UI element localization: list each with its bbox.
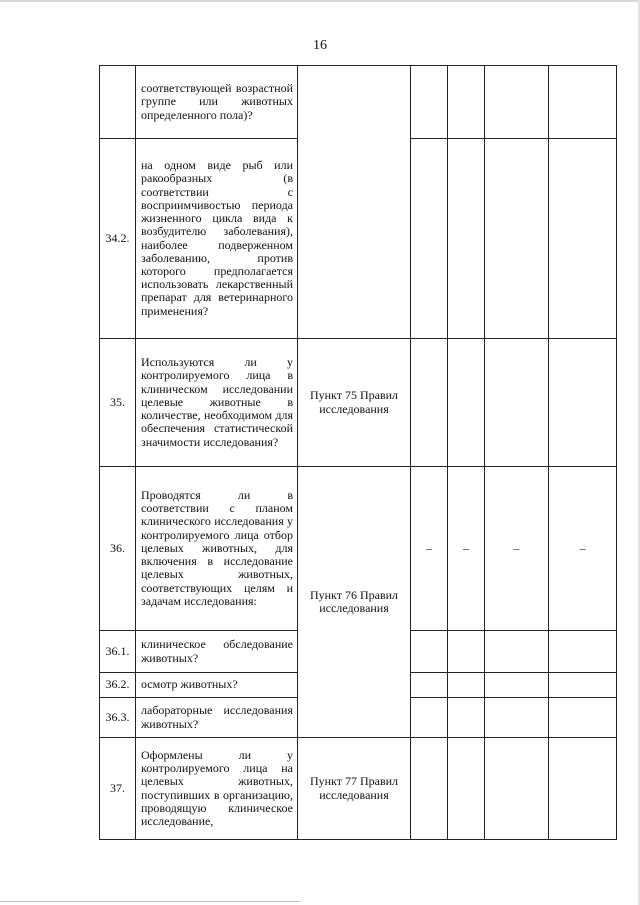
question-text: соответствующей возрастной группе или животных определенного пола)?: [136, 66, 298, 139]
answer-no-cell[interactable]: [448, 66, 485, 139]
answer-no-cell[interactable]: [448, 139, 485, 339]
answer-na-cell[interactable]: [485, 738, 549, 840]
table-row: [100, 339, 617, 467]
answer-yes-cell[interactable]: [411, 339, 448, 467]
dash-mark: –: [549, 467, 617, 631]
page-number: 16: [313, 38, 327, 53]
question-text: лабораторные исследования животных?: [136, 698, 298, 738]
answer-na-cell[interactable]: [485, 66, 549, 139]
answer-yes-cell[interactable]: [411, 631, 448, 673]
answer-no-cell[interactable]: [448, 738, 485, 840]
note-cell[interactable]: [549, 139, 617, 339]
row-number: 37.: [100, 738, 136, 840]
answer-na-cell[interactable]: [485, 673, 549, 698]
question-text: Используются ли у контролируемого лица в клиническом исследовании целевые животные в количестве, необходимом для обеспечения статистической значимости исследования?: [136, 339, 298, 467]
answer-na-cell[interactable]: [485, 139, 549, 339]
answer-na-cell[interactable]: [485, 339, 549, 467]
note-cell[interactable]: [549, 738, 617, 840]
reference-text: Пункт 75 Правил исследования: [298, 339, 411, 467]
reference-cell: [298, 66, 411, 339]
checklist-table: [99, 65, 617, 840]
reference-text: Пункт 76 Правил исследования: [298, 467, 411, 738]
answer-no-cell[interactable]: [448, 698, 485, 738]
answer-no-cell[interactable]: [448, 673, 485, 698]
table-row: [100, 66, 617, 139]
question-text: на одном виде рыб или ракообразных (в соответствии с восприимчивостью периода жизненного цикла вида к возбудителю заболевания), наиболее подверженном заболеванию, против которого предполагается использовать лекарственный препарат для ветеринарного применения?: [136, 139, 298, 339]
question-text: Проводятся ли в соответствии с планом клинического исследования у контролируемого лица отбор целевых животных, для включения в исследование целевых животных, соответствующих целям и задачам исследования:: [136, 467, 298, 631]
scan-edge-bottom: [0, 901, 300, 902]
dash-mark: –: [448, 467, 485, 631]
answer-yes-cell[interactable]: [411, 139, 448, 339]
answer-yes-cell[interactable]: [411, 673, 448, 698]
row-number: 35.: [100, 339, 136, 467]
answer-no-cell[interactable]: [448, 339, 485, 467]
question-text: осмотр животных?: [136, 673, 298, 698]
row-number: [100, 66, 136, 139]
table-row: [100, 467, 617, 631]
table-row: [100, 738, 617, 840]
answer-no-cell[interactable]: [448, 631, 485, 673]
dash-mark: –: [485, 467, 549, 631]
answer-yes-cell[interactable]: [411, 66, 448, 139]
note-cell[interactable]: [549, 66, 617, 139]
row-number: 34.2.: [100, 139, 136, 339]
reference-text: Пункт 77 Правил исследования: [298, 738, 411, 840]
row-number: 36.2.: [100, 673, 136, 698]
dash-mark: –: [411, 467, 448, 631]
question-text: Оформлены ли у контролируемого лица на целевых животных, поступивших в организацию, проводящую клиническое исследование,: [136, 738, 298, 840]
row-number: 36.: [100, 467, 136, 631]
scan-edge-top: [0, 0, 640, 2]
row-number: 36.1.: [100, 631, 136, 673]
row-number: 36.3.: [100, 698, 136, 738]
note-cell[interactable]: [549, 673, 617, 698]
note-cell[interactable]: [549, 631, 617, 673]
answer-yes-cell[interactable]: [411, 698, 448, 738]
question-text: клиническое обследование животных?: [136, 631, 298, 673]
note-cell[interactable]: [549, 698, 617, 738]
answer-na-cell[interactable]: [485, 631, 549, 673]
answer-yes-cell[interactable]: [411, 738, 448, 840]
answer-na-cell[interactable]: [485, 698, 549, 738]
note-cell[interactable]: [549, 339, 617, 467]
